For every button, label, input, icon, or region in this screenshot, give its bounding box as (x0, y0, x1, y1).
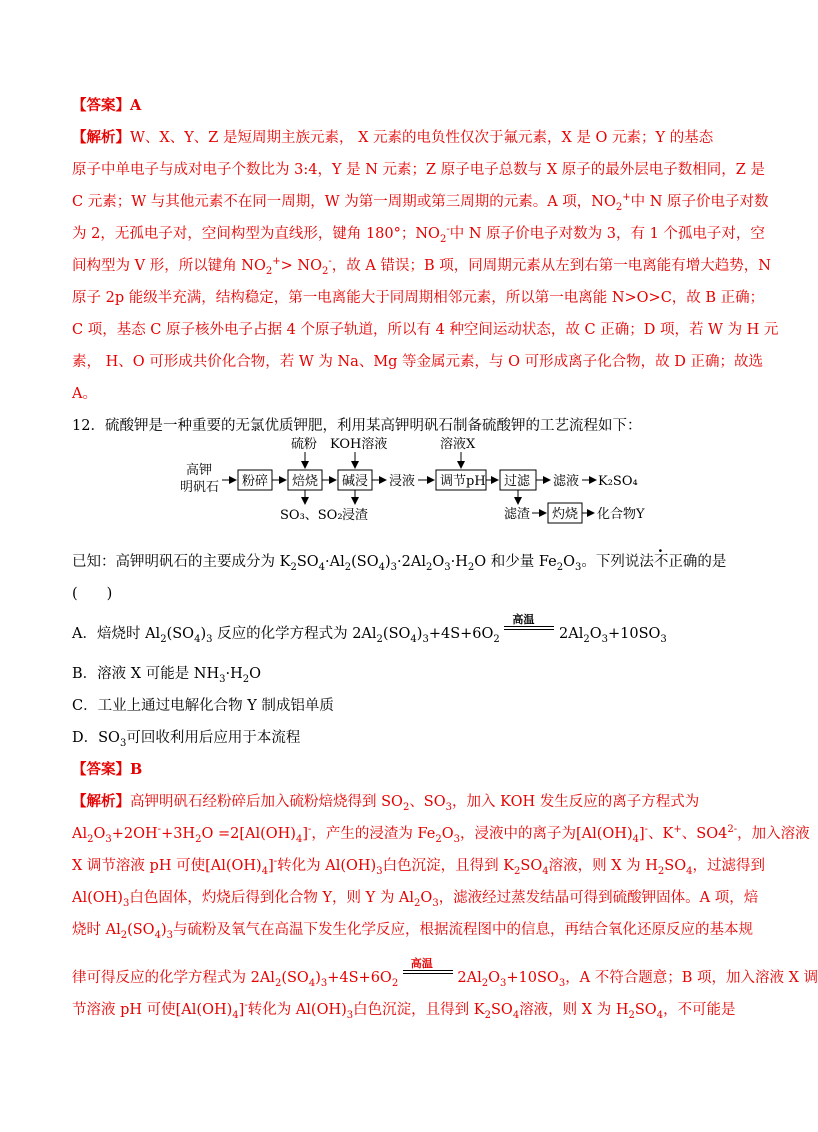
option-c: C．工业上通过电解化合物 Y 制成铝单质 (72, 698, 334, 714)
flow-raw-1: 高钾 (186, 463, 213, 478)
flow-step-crush: 粉碎 (242, 474, 269, 489)
analysis-label: 【解析】 (72, 129, 130, 146)
flow-filtrate: 滤液 (553, 474, 580, 489)
analysis1-line-3: C 元素；W 与其他元素不在同一周期，W 为第一周期或第三周期的元素。A 项，$NO_2^+$中 N 原子价电子对数 (72, 192, 769, 213)
flow-input-koh: KOH溶液 (330, 437, 388, 452)
flow-product-y: 化合物Y (597, 507, 645, 522)
analysis1-line-8: 素， H、O 可形成共价化合物，若 W 为 Na、Mg 等金属元素，与 O 可形成离子化合物，故 D 正确；故选 (72, 354, 763, 370)
analysis2-line-5: 烧时 $Al_2(SO_4)_3$与硫粉及氧气在高温下发生化学反应，根据流程图中的信息，再结合氧化还原反应的基本规 (72, 922, 753, 941)
flow-step-roast: 焙烧 (292, 474, 319, 489)
analysis2-line-2: $Al_2O_3+2OH^-+3H_2O =2[Al(OH)_4]^-$，产生的浸渣为 $Fe_2O_3$，浸液中的离子为$[Al(OH)_4]^-$、K+、$SO4^{2-}$，加入溶液 (72, 824, 810, 845)
analysis1-line-5: 间构型为 V 形，所以键角 $NO_2^+> NO_2^-$，故 A 错误；B 项，同周期元素从左到右第一电离能有增大趋势，N (72, 256, 771, 277)
analysis2-line-1: 【解析】高钾明矾石经粉碎后加入硫粉焙烧得到 $SO_2$、$SO_3$，加入 KOH 发生反应的离子方程式为 (72, 793, 700, 813)
known-info: 已知：高钾明矾石的主要成分为 $K_2SO_4\cdot Al_2(SO_4)_3\cdot 2Al_2O_3\cdot H_2O$ 和少量 $Fe_2O_3$。下列说法不正确的是 (72, 554, 727, 573)
analysis2-line-4: $Al(OH)_3$白色固体，灼烧后得到化合物 Y，则 Y 为 $Al_2O_3$，滤液经过蒸发结晶可得到硫酸钾固体。A 项，焙 (72, 890, 759, 909)
flow-step-leach: 碱浸 (342, 474, 369, 489)
analysis2-line-3: X 调节溶液 pH 可使$[Al(OH)_4]^-$转化为 $Al(OH)_3$白色沉淀，且得到 $K_2SO_4$溶液，则 X 为 $H_2SO_4$，过滤得到 (72, 856, 765, 877)
option-b: B．溶液 X 可能是 $NH_3\cdot H_2O$ (72, 666, 262, 685)
condition-high-temp-2: 高温 (403, 968, 453, 988)
analysis1-line-9: A。 (72, 386, 97, 402)
analysis1-line-2: 原子中单电子与成对电子个数比为 3:4，Y 是 N 元素；Z 原子电子总数与 X 原子的最外层电子数相同，Z 是 (72, 162, 765, 178)
answer-line-2: 【答案】B (72, 761, 143, 778)
question-stem: 12．硫酸钾是一种重要的无氯优质钾肥，利用某高钾明矾石制备硫酸钾的工艺流程如下： (72, 418, 642, 434)
flow-step-filter: 过滤 (504, 474, 531, 489)
analysis1-line-4: 为 2，无孤电子对，空间构型为直线形，键角 180°；$NO_2^-$中 N 原子价电子对数为 3，有 1 个孤电子对，空 (72, 224, 765, 245)
flow-product-k2so4: K₂SO₄ (598, 474, 638, 489)
answer-label: 【答案】 (72, 97, 130, 114)
analysis1-line-6: 原子 2p 能级半充满，结构稳定，第一电离能大于同周期相邻元素，所以第一电离能 N>O>C，故 B 正确； (72, 290, 765, 306)
analysis1-line-7: C 项，基态 C 原子核外电子占据 4 个原子轨道，所以有 4 种空间运动状态，故 C 正确；D 项，若 W 为 H 元 (72, 322, 779, 338)
analysis2-line-7: 节溶液 pH 可使$[Al(OH)_4]^-$转化为 $Al(OH)_3$白色沉淀，且得到 $K_2SO_4$溶液，则 X 为 $H_2SO_4$，不可能是 (72, 1000, 736, 1021)
analysis2-line-6: 律可得反应的化学方程式为 $2Al_2(SO_4)_3+4S+6O_2$ 高温 $2Al_2O_3+10SO_3$，A 不符合题意；B 项，加入溶液 X 调 (72, 957, 818, 989)
flow-output-gas: SO₃、SO₂ (280, 508, 343, 523)
flow-output-residue: 浸渣 (342, 508, 369, 523)
flow-input-sulfur: 硫粉 (291, 437, 318, 452)
option-d: D．$SO_3$可回收利用后应用于本流程 (72, 730, 301, 749)
flow-input-x: 溶液X (440, 437, 476, 452)
answer-paren: ( ) (72, 586, 113, 602)
flow-filter-residue: 滤渣 (504, 507, 531, 522)
flow-raw-2: 明矾石 (180, 480, 220, 495)
emphasis-not-correct: 不正确 (653, 554, 698, 570)
analysis1-line-1: 【解析】W、X、Y、Z 是短周期主族元素， X 元素的电负性仅次于氟元素，X 是 O 元素；Y 的基态 (72, 129, 714, 146)
flow-leachate: 浸液 (389, 474, 416, 489)
flow-step-calcine: 灼烧 (552, 507, 579, 522)
answer-value: A (130, 97, 142, 114)
option-a: A．焙烧时 $Al_2(SO_4)_3$ 反应的化学方程式为 $2Al_2(SO_4)_3+4S+6O_2$ 高温 $2Al_2O_3+10SO_3$ (72, 613, 667, 645)
flow-step-ph: 调节pH (440, 474, 486, 489)
condition-high-temp: 高温 (504, 624, 554, 644)
